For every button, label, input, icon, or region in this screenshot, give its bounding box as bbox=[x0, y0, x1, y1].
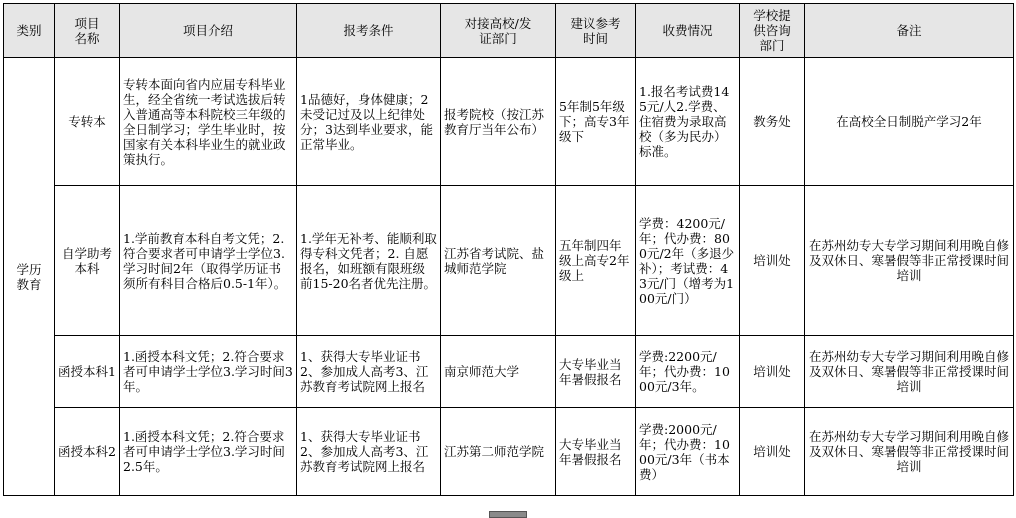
resize-handle[interactable] bbox=[489, 511, 527, 518]
conditions-cell: 1、获得大专毕业证书2、参加成人高考3、江苏教育考试院网上报名 bbox=[297, 408, 441, 496]
header-dept: 学校提 供咨询 部门 bbox=[740, 4, 805, 58]
header-conditions: 报考条件 bbox=[297, 4, 441, 58]
header-intro: 项目介绍 bbox=[120, 4, 297, 58]
time-cell: 大专毕业当年暑假报名 bbox=[556, 336, 636, 408]
header-partner: 对接高校/发 证部门 bbox=[441, 4, 556, 58]
notes-cell: 在高校全日制脱产学习2年 bbox=[805, 58, 1014, 186]
fees-cell: 学费：4200元/年；代办费：800元/2年（多退少补）；考试费：43元/门（增考为100元/门） bbox=[636, 186, 740, 336]
partner-cell: 南京师范大学 bbox=[441, 336, 556, 408]
table-row bbox=[4, 336, 1014, 408]
category-cell: 学历 教育 bbox=[4, 58, 55, 496]
notes-cell: 在苏州幼专大专学习期间利用晚自修及双休日、寒暑假等非正常授课时间培训 bbox=[805, 408, 1014, 496]
dept-cell: 培训处 bbox=[740, 336, 805, 408]
header-fees: 收费情况 bbox=[636, 4, 740, 58]
table-row bbox=[4, 58, 1014, 186]
conditions-cell: 1品德好，身体健康；2未受记过及以上纪律处分；3达到毕业要求，能正常毕业。 bbox=[297, 58, 441, 186]
fees-cell: 学费:2000元/年；代办费：1000元/3年（书本费） bbox=[636, 408, 740, 496]
notes-cell: 在苏州幼专大专学习期间利用晚自修及双休日、寒暑假等非正常授课时间培训 bbox=[805, 186, 1014, 336]
dept-cell: 培训处 bbox=[740, 186, 805, 336]
header-project-name: 项目 名称 bbox=[55, 4, 120, 58]
header-row bbox=[4, 4, 1014, 58]
table-row bbox=[4, 408, 1014, 496]
fees-cell: 学费:2200元/年；代办费：1000元/3年。 bbox=[636, 336, 740, 408]
header-time: 建议参考 时间 bbox=[556, 4, 636, 58]
dept-cell: 培训处 bbox=[740, 408, 805, 496]
table-row bbox=[4, 186, 1014, 336]
dept-cell: 教务处 bbox=[740, 58, 805, 186]
intro-cell: 1.函授本科文凭；2.符合要求者可申请学士学位3.学习时间2.5年。 bbox=[120, 408, 297, 496]
time-cell: 五年制四年级上高专2年级上 bbox=[556, 186, 636, 336]
partner-cell: 江苏省考试院、盐城师范学院 bbox=[441, 186, 556, 336]
partner-cell: 江苏第二师范学院 bbox=[441, 408, 556, 496]
project-name-cell: 函授本科2 bbox=[55, 408, 120, 496]
project-name-cell: 函授本科1 bbox=[55, 336, 120, 408]
program-table bbox=[3, 3, 1014, 496]
intro-cell: 1.函授本科文凭；2.符合要求者可申请学士学位3.学习时间3年。 bbox=[120, 336, 297, 408]
header-notes: 备注 bbox=[805, 4, 1014, 58]
fees-cell: 1.报名考试费145元/人2.学费、住宿费为录取高校（多为民办）标准。 bbox=[636, 58, 740, 186]
intro-cell: 专转本面向省内应届专科毕业生，经全省统一考试选拔后转入普通高等本科院校三年级的全日制学习；学生毕业时，按国家有关本科毕业生的就业政策执行。 bbox=[120, 58, 297, 186]
conditions-cell: 1、获得大专毕业证书2、参加成人高考3、江苏教育考试院网上报名 bbox=[297, 336, 441, 408]
partner-cell: 报考院校（按江苏教育厅当年公布） bbox=[441, 58, 556, 186]
project-name-cell: 专转本 bbox=[55, 58, 120, 186]
header-category: 类别 bbox=[4, 4, 55, 58]
conditions-cell: 1.学年无补考、能顺利取得专科文凭者；2. 自愿报名，如班额有限班级前15-20名者优先注册。 bbox=[297, 186, 441, 336]
notes-cell: 在苏州幼专大专学习期间利用晚自修及双休日、寒暑假等非正常授课时间培训 bbox=[805, 336, 1014, 408]
time-cell: 5年制5年级下；高专3年级下 bbox=[556, 58, 636, 186]
project-name-cell: 自学助考本科 bbox=[55, 186, 120, 336]
time-cell: 大专毕业当年暑假报名 bbox=[556, 408, 636, 496]
intro-cell: 1.学前教育本科自考文凭；2.符合要求者可申请学士学位3.学习时间2年（取得学历证书须所有科目合格后0.5-1年）。 bbox=[120, 186, 297, 336]
